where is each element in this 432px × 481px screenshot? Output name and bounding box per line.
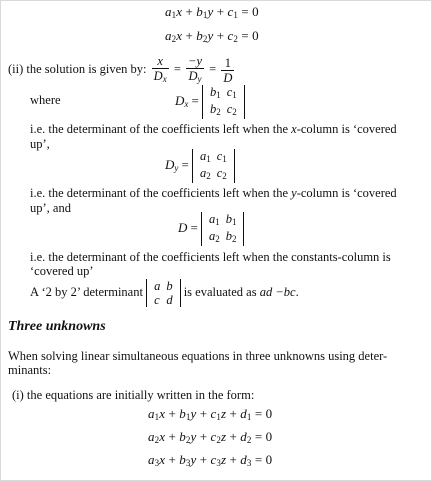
explanation-y-line2: up’, and — [30, 201, 71, 215]
dy-matrix: $a_1$ $c_1$ $a_2$ $c_2$ — [192, 149, 235, 183]
explanation-x-line2: up’, — [30, 137, 50, 151]
dy-determinant: $D_y$ = $a_1$ $c_1$ $a_2$ $c_2$ — [165, 149, 235, 181]
where-label: where — [30, 93, 61, 107]
explanation-constants-line1: i.e. the determinant of the coefficients left when the constants-column is — [30, 250, 391, 264]
section-intro-line2: minants: — [8, 363, 52, 377]
equation-three-2: $a_2x + b_2y + c_2z + d_2 = 0$ — [148, 429, 273, 445]
d-matrix: $a_1$ $b_1$ $a_2$ $b_2$ — [201, 212, 245, 246]
fraction-x: $\frac{x}{D_x}$ — [153, 54, 167, 85]
explanation-y-line1: i.e. the determinant of the coefficients left when the y-column is ‘covered — [30, 186, 397, 200]
solution-line: (ii) the solution is given by: $\frac{x}{D_x}$ = $\frac{-y}{D_y}$ = $\frac{1}{D}$ — [8, 54, 233, 85]
dx-matrix: $b_1$ $c_1$ $b_2$ $c_2$ — [202, 85, 245, 119]
step-one: (i) the equations are initially written in the form: — [12, 388, 255, 402]
explanation-x-line1: i.e. the determinant of the coefficients left when the x-column is ‘covered — [30, 122, 397, 136]
dx-determinant: $D_x$ = $b_1$ $c_1$ $b_2$ $c_2$ — [175, 85, 245, 117]
section-intro-line1: When solving linear simultaneous equations in three unknowns using deter- — [8, 349, 388, 363]
fraction-y: $\frac{-y}{D_y}$ — [188, 54, 202, 85]
fraction-one: $\frac{1}{D}$ — [223, 55, 233, 85]
two-by-two-line: A ‘2 by 2’ determinant a b c d is evaluated as ad −bc. — [30, 279, 299, 308]
equation-three-3: $a_3x + b_3y + c_3z + d_3 = 0$ — [148, 452, 273, 468]
solution-label: (ii) the solution is given by: — [8, 62, 147, 76]
equation-1: $a_1x + b_1y + c_1 = 0$ — [165, 4, 259, 20]
equation-three-1: $a_1x + b_1y + c_1z + d_1 = 0$ — [148, 406, 273, 422]
section-heading: Three unknowns — [8, 319, 106, 334]
equation-2: $a_2x + b_2y + c_2 = 0$ — [165, 28, 259, 44]
explanation-constants-line2: ‘covered up’ — [30, 264, 94, 278]
two-by-two-matrix: a b c d — [146, 279, 181, 307]
d-determinant: D = $a_1$ $b_1$ $a_2$ $b_2$ — [178, 212, 244, 244]
